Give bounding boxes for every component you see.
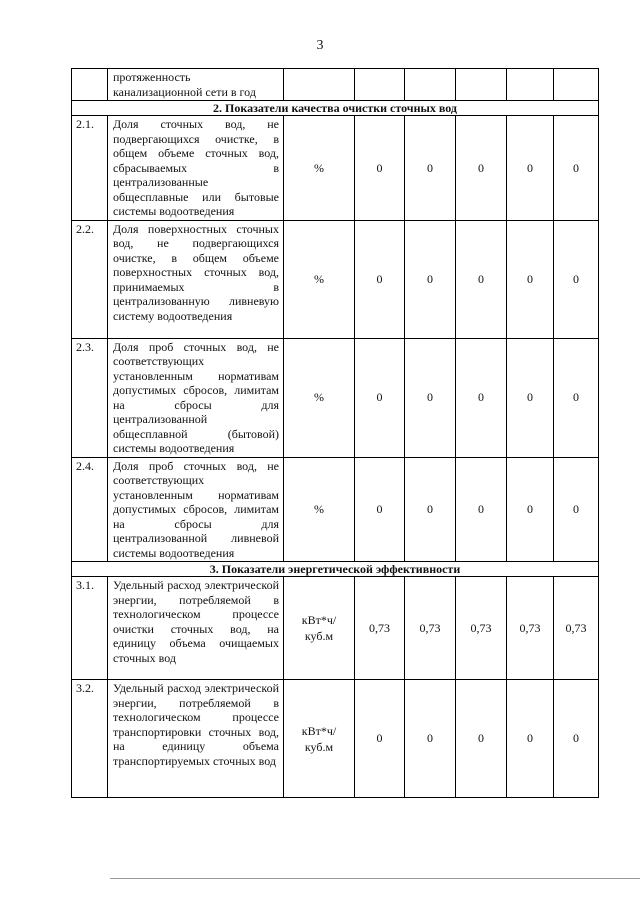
indicators-table bbox=[71, 68, 599, 798]
row-value: 0 bbox=[507, 220, 554, 338]
row-number: 3.2. bbox=[72, 680, 108, 798]
row-value: 0 bbox=[456, 680, 507, 798]
row-value: 0 bbox=[405, 680, 456, 798]
row-description: Удельный расход электрической энергии, потребляемой в технологическом процессе транспортировки сточных вод, на единицу объема транспортируемых сточных вод bbox=[108, 680, 284, 798]
table-row bbox=[72, 577, 599, 680]
row-value: 0,73 bbox=[355, 577, 405, 680]
row-number: 2.2. bbox=[72, 220, 108, 338]
row-value: 0 bbox=[554, 338, 599, 457]
table-row-continuation bbox=[72, 69, 599, 101]
row-unit bbox=[284, 69, 355, 101]
row-number: 2.1. bbox=[72, 116, 108, 221]
row-number: 2.3. bbox=[72, 338, 108, 457]
section-title: 3. Показатели энергетической эффективности bbox=[72, 562, 599, 577]
row-value: 0 bbox=[355, 116, 405, 221]
row-value: 0,73 bbox=[405, 577, 456, 680]
table-row bbox=[72, 338, 599, 457]
row-unit: % bbox=[284, 220, 355, 338]
row-description: Доля сточных вод, не подвергающихся очистке, в общем объеме сточных вод, сбрасываемых в централизованные общесплавные или бытовые системы водоотведения bbox=[108, 116, 284, 221]
row-unit: % bbox=[284, 457, 355, 562]
row-value: 0 bbox=[554, 680, 599, 798]
row-unit: % bbox=[284, 116, 355, 221]
row-value: 0 bbox=[554, 116, 599, 221]
table-row bbox=[72, 220, 599, 338]
row-description: Доля проб сточных вод, не соответствующих установленным нормативам допустимых сбросов, лимитам на сбросы для централизованной общесплавной (бытовой) системы водоотведения bbox=[108, 338, 284, 457]
row-number: 2.4. bbox=[72, 457, 108, 562]
row-value: 0 bbox=[456, 457, 507, 562]
table-row bbox=[72, 116, 599, 221]
page-number: 3 bbox=[316, 38, 324, 53]
row-value: 0,73 bbox=[456, 577, 507, 680]
row-description: Удельный расход электрической энергии, потребляемой в технологическом процессе очистки сточных вод, на единицу объема очищаемых сточных вод bbox=[108, 577, 284, 680]
row-value: 0 bbox=[456, 338, 507, 457]
row-description: протяженность канализационной сети в год bbox=[108, 69, 284, 101]
row-value bbox=[405, 69, 456, 101]
row-unit: кВт*ч/ куб.м bbox=[284, 680, 355, 798]
row-value: 0,73 bbox=[507, 577, 554, 680]
row-unit: % bbox=[284, 338, 355, 457]
table-row bbox=[72, 457, 599, 562]
row-value: 0 bbox=[456, 116, 507, 221]
row-unit: кВт*ч/ куб.м bbox=[284, 577, 355, 680]
row-value: 0 bbox=[355, 338, 405, 457]
section-header-2 bbox=[72, 101, 599, 116]
row-value: 0 bbox=[355, 680, 405, 798]
row-description: Доля поверхностных сточных вод, не подвергающихся очистке, в общем объеме поверхностных сточных вод, принимаемых в централизованную ливневую систему водоотведения bbox=[108, 220, 284, 338]
row-number: 3.1. bbox=[72, 577, 108, 680]
row-value: 0 bbox=[554, 457, 599, 562]
row-value: 0 bbox=[355, 457, 405, 562]
row-value bbox=[507, 69, 554, 101]
row-value: 0 bbox=[405, 457, 456, 562]
row-value: 0 bbox=[405, 338, 456, 457]
table-row bbox=[72, 680, 599, 798]
row-value bbox=[456, 69, 507, 101]
row-value: 0 bbox=[405, 116, 456, 221]
row-value: 0 bbox=[507, 116, 554, 221]
row-number bbox=[72, 69, 108, 101]
page-bottom-rule bbox=[110, 878, 640, 879]
row-value: 0,73 bbox=[554, 577, 599, 680]
row-value: 0 bbox=[554, 220, 599, 338]
row-description: Доля проб сточных вод, не соответствующих установленным нормативам допустимых сбросов, лимитам на сбросы для централизованной ливневой системы водоотведения bbox=[108, 457, 284, 562]
row-value: 0 bbox=[507, 680, 554, 798]
row-value: 0 bbox=[507, 338, 554, 457]
row-value: 0 bbox=[355, 220, 405, 338]
row-value bbox=[355, 69, 405, 101]
row-value bbox=[554, 69, 599, 101]
row-value: 0 bbox=[507, 457, 554, 562]
row-value: 0 bbox=[405, 220, 456, 338]
section-header-3 bbox=[72, 562, 599, 577]
section-title: 2. Показатели качества очистки сточных вод bbox=[72, 101, 599, 116]
row-value: 0 bbox=[456, 220, 507, 338]
